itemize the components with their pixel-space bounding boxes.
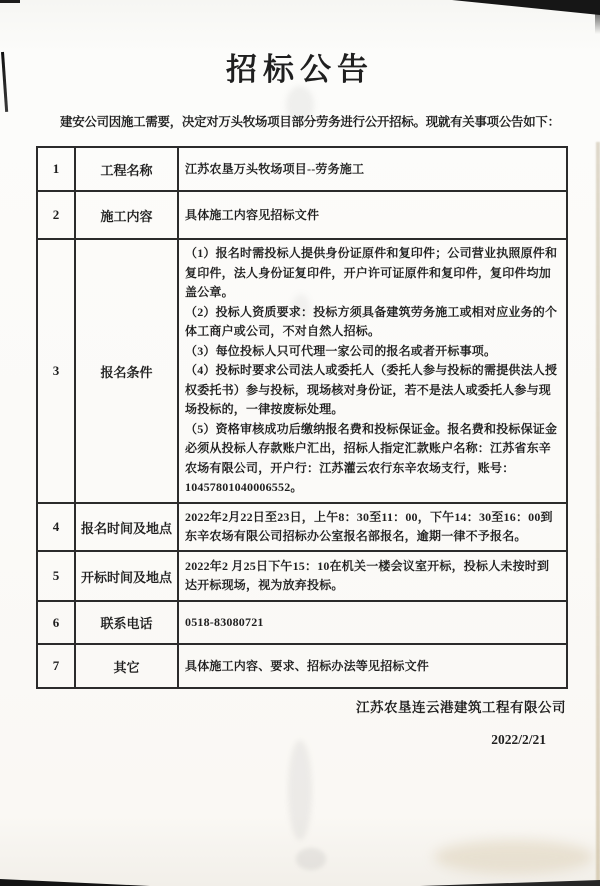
scan-artifact-bottom-left-corner: [0, 879, 150, 886]
content-text: 2022年2 月25日下午15：10在机关一楼会议室开标，投标人未按时到达开标现场，视为放弃投标。: [185, 559, 550, 592]
row-number: 7: [37, 644, 75, 688]
row-content: [178, 644, 567, 688]
content-text: 2022年2月22日至23日，上午8：30至11：00，下午14：30至16：00到东辛农场有限公司招标办公室报名部报名，逾期一律不予报名。: [185, 510, 553, 543]
content-text: 具体施工内容、要求、招标办法等见招标文件: [185, 658, 430, 673]
row-content: [178, 239, 567, 503]
scan-artifact-top-right-corner: [452, 0, 600, 15]
row-label: 开标时间及地点: [75, 551, 178, 601]
condition-item: （1）报名时需投标人提供身份证原件和复印件；公司营业执照原件和复印件，法人身份证复印件，开户许可证原件和复印件，复印件均加盖公章。: [185, 246, 558, 299]
scan-smudge: [434, 840, 594, 874]
intro-paragraph: 建安公司因施工需要，决定对万头牧场项目部分劳务进行公开招标。现就有关事项公告如下：: [60, 115, 560, 129]
row-label: 联系电话: [75, 601, 178, 644]
content-clip: [185, 555, 560, 597]
conditions-list: [185, 242, 560, 500]
row-label: 报名时间及地点: [75, 503, 178, 551]
announcement-table: [36, 146, 568, 689]
condition-item: （5）资格审核成功后缴纳报名费和投标保证金。报名费和投标保证金必须从投标人存款账户汇出，招标人指定汇款账户名称：江苏省东辛农场有限公司，开户行：江苏灌云农行东辛农场支行，账号：10457801040006552。: [185, 421, 558, 494]
table-row-other: [37, 644, 567, 688]
row-label: 施工内容: [75, 191, 178, 239]
scan-artifact-bottom-right-corner: [420, 879, 600, 886]
scan-smudge: [296, 848, 326, 870]
row-content: [178, 147, 567, 191]
table-row-bid-opening-time-place: [37, 551, 567, 601]
table-row-contact-phone: [37, 601, 567, 644]
scan-artifact-right-edge-strip: [596, 142, 600, 886]
condition-item: （2）投标人资质要求：投标方须具备建筑劳务施工或相对应业务的个体工商户或公司，不对自然人招标。: [185, 304, 558, 338]
scan-artifact-top-left-corner: [0, 0, 20, 3]
table-row-project-name: [37, 147, 567, 191]
row-content: [178, 551, 567, 601]
content-clip: [185, 506, 560, 548]
row-label: 工程名称: [75, 147, 178, 191]
condition-item: （3）每位投标人只可代理一家公司的报名或者开标事项。: [185, 343, 497, 358]
row-number: 6: [37, 601, 75, 644]
condition-item: （4）投标时要求公司法人或委托人（委托人参与投标的需提供法人授权委托书）参与投标，现场核对身份证，若不是法人或委托人参与现场投标的，一律按废标处理。: [185, 363, 558, 416]
content-text: 江苏农垦万头牧场项目--劳务施工: [185, 161, 365, 176]
document-title: 招标公告: [226, 52, 374, 87]
row-label: 报名条件: [75, 239, 178, 503]
row-number: 1: [37, 147, 75, 191]
row-content: [178, 191, 567, 239]
table-row-construction-content: [37, 191, 567, 239]
row-number: 4: [37, 503, 75, 551]
row-content: [178, 503, 567, 551]
scan-smudge: [288, 740, 312, 840]
condition-item: [185, 498, 560, 501]
scan-artifact-top-right-edge: [595, 0, 600, 34]
row-content: [178, 601, 567, 644]
table-row-registration-conditions: [37, 239, 567, 503]
row-number: 2: [37, 191, 75, 239]
table-row-registration-time-place: [37, 503, 567, 551]
content-text: 具体施工内容见招标文件: [185, 207, 320, 222]
phone-number: 0518-83080721: [185, 615, 264, 629]
row-number: 3: [37, 239, 75, 503]
row-label: 其它: [75, 644, 178, 688]
announcement-date: 2022/2/21: [491, 732, 546, 747]
issuer-company-name: 江苏农垦连云港建筑工程有限公司: [356, 700, 566, 715]
row-number: 5: [37, 551, 75, 601]
